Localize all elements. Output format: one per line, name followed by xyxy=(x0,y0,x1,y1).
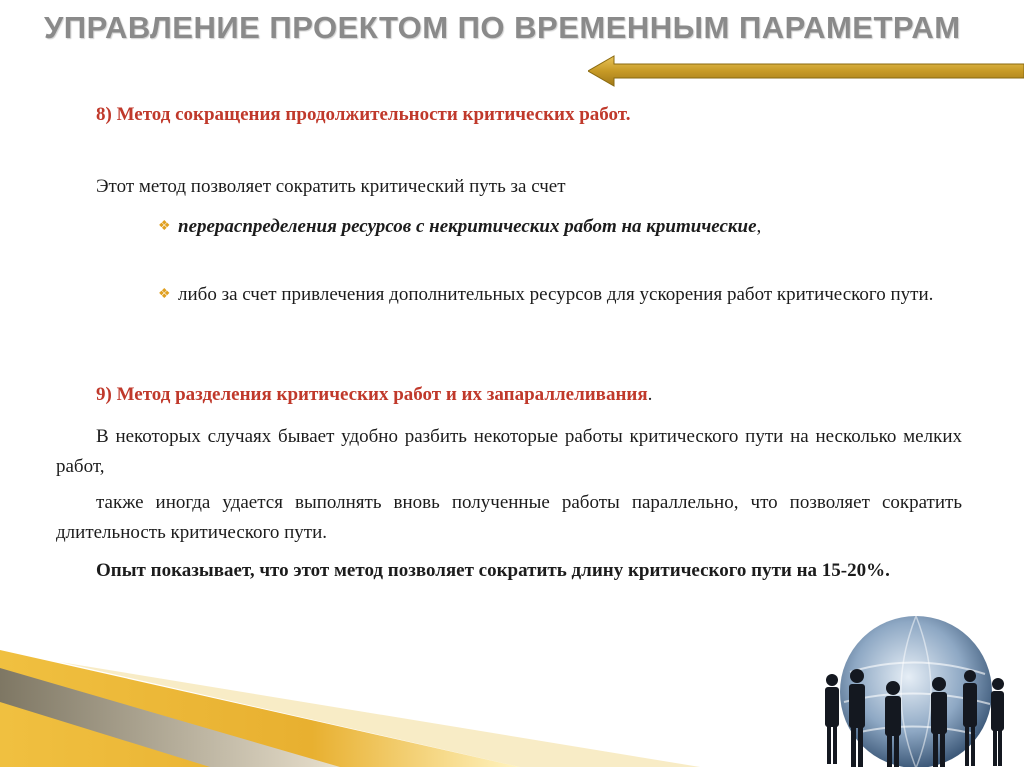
section9-para2: также иногда удается выполнять вновь полученные работы параллельно, что позволяет сократить длительность критического пути. xyxy=(56,492,962,543)
diamond-bullet-icon: ❖ xyxy=(158,287,171,302)
bullet-text-bold: перераспределения ресурсов с некритических работ на критические xyxy=(178,216,757,237)
globe-business-people-illustration xyxy=(790,612,1024,767)
section9-heading-text: 9) Метод разделения критических работ и их запараллеливания xyxy=(96,384,648,405)
section9-para3: Опыт показывает, что этот метод позволяет сократить длину критического пути на 15-20%. xyxy=(96,560,890,581)
bullet-item xyxy=(158,212,962,242)
section8-intro: Этот метод позволяет сократить критический путь за счет xyxy=(96,176,566,197)
section9-heading-tail: . xyxy=(647,384,653,405)
bullet-text-tail: , xyxy=(756,216,762,237)
section9-para1: В некоторых случаях бывает удобно разбить некоторые работы критического пути на несколько мелких работ, xyxy=(56,426,962,477)
diamond-bullet-icon: ❖ xyxy=(158,219,171,234)
bullet-text-tail: либо за счет привлечения дополнительных ресурсов для ускорения работ критического пути. xyxy=(178,284,934,305)
decorative-stripes xyxy=(0,640,700,767)
slide-title: УПРАВЛЕНИЕ ПРОЕКТОМ ПО ВРЕМЕННЫМ ПАРАМЕТРАМ xyxy=(44,10,961,45)
bullet-item xyxy=(158,280,962,310)
section8-heading: 8) Метод сокращения продолжительности критических работ. xyxy=(96,104,631,125)
section9-heading xyxy=(96,384,652,406)
